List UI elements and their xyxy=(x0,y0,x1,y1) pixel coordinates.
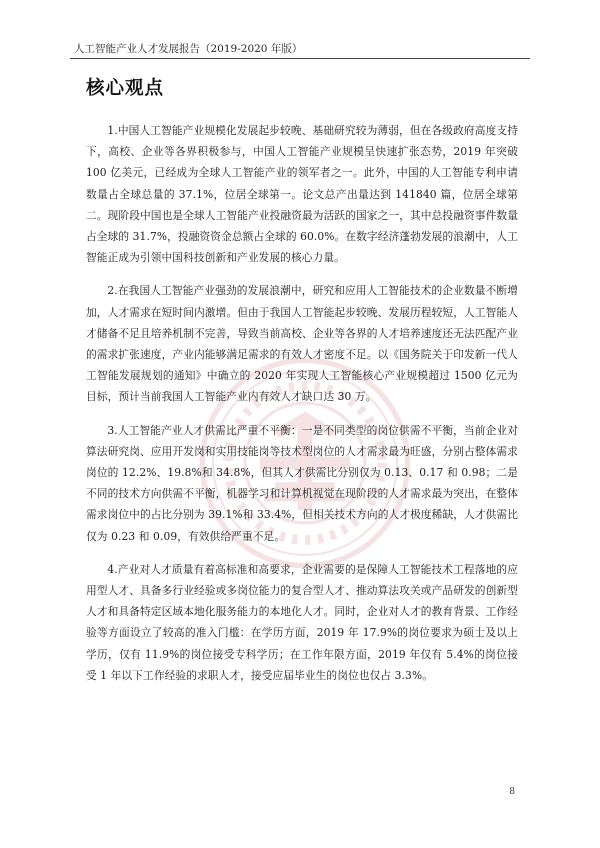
header-divider xyxy=(70,58,530,59)
paragraph-2: 2.在我国人工智能产业强劲的发展浪潮中，研究和应用人工智能技术的企业数量不断增加，人才需求在短时间内激增。但由于我国人工智能起步较晚、发展历程较短，人工智能人才储备不足且培养机制不完善，导致当前高校、企业等各界的人才培养速度还无法匹配产业的需求扩张速度，产业内能够满足需求的有效人才密度不足。以《国务院关于印发新一代人工智能发展规划的通知》中确立的 2020 年实现人工智能核心产业规模超过 1500 亿元为目标，预计当前我国人工智能产业内有效人才缺口达 30 万。 xyxy=(86,284,518,404)
paragraph-3: 3.人工智能产业人才供需比严重不平衡：一是不同类型的岗位供需不平衡，当前企业对算法研究岗、应用开发岗和实用技能岗等技术型岗位的人才需求最为旺盛，分别占整体需求岗位的 12.2%、19.8%和 34.8%，但其人才供需比分别仅为 0.13、0.17 和 0.98；二是不同的技术方向供需不平衡，机器学习和计算机视觉在现阶段的人才需求最为突出，在整体需求岗位中的占比分别为 39.1%和 33.4%，但相关技术方向的人才极度稀缺，人才供需比仅为 0.23 和 0.09，有效供给严重不足。 xyxy=(86,423,518,543)
body-text xyxy=(86,120,518,698)
running-header: 人工智能产业人才发展报告（2019-2020 年版） xyxy=(74,43,303,55)
page-title: 核心观点 xyxy=(86,78,165,99)
paragraph-4: 4.产业对人才质量有着高标准和高要求，企业需要的是保障人工智能技术工程落地的应用型人才、具备多行业经验或多岗位能力的复合型人才、推动算法攻关或产品研发的创新型人才和具备特定区域本地化服务能力的本地化人才。同时，企业对人才的教育背景、工作经验等方面设立了较高的准入门槛：在学历方面，2019 年 17.9%的岗位要求为硕士及以上学历，仅有 11.9%的岗位接受专科学历；在工作年限方面，2019 年仅有 5.4%的岗位接受 1 年以下工作经验的求职人才，接受应届毕业生的岗位也仅占 3.3%。 xyxy=(86,562,518,682)
page-number: 8 xyxy=(509,787,515,797)
paragraph-1: 1.中国人工智能产业规模化发展起步较晚、基础研究较为薄弱，但在各级政府高度支持下，高校、企业等各界积极参与，中国人工智能产业规模呈快速扩张态势，2019 年突破 100 亿美元，已经成为全球人工智能产业的领军者之一。此外，中国的人工智能专利申请数量占全球总量的 37.1%，位居全球第一。论文总产出量达到 141840 篇，位居全球第二。现阶段中国也是全球人工智能产业投融资最为活跃的国家之一，其中总投融资事件数量占全球的 31.7%，投融资资金总额占全球的 60.0%。在数字经济蓬勃发展的浪潮中，人工智能正成为引领中国科技创新和产业发展的核心力量。 xyxy=(86,124,518,265)
